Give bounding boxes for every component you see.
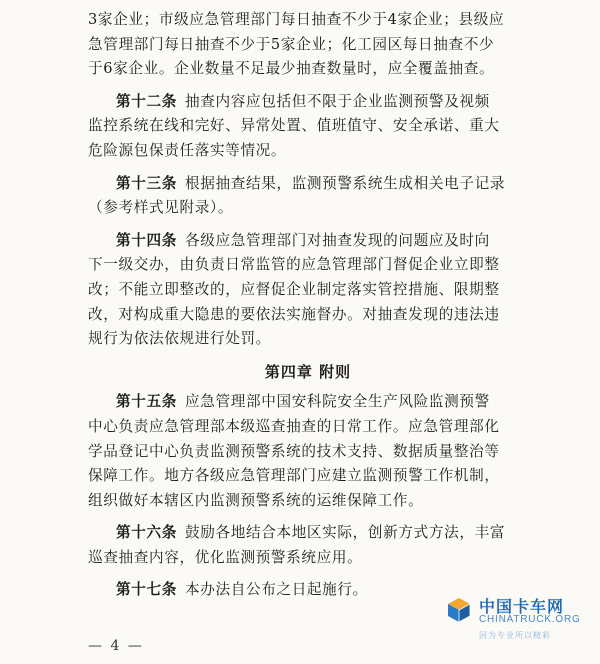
article-text: 各级应急管理部门对抽查发现的问题应及时向 [184, 231, 490, 249]
article-text: 鼓励各地结合本地区实际，创新方式方法，丰富 [184, 524, 506, 542]
text-line [88, 390, 528, 415]
text-line [88, 172, 528, 197]
article-13 [88, 172, 528, 221]
article-text: 应急管理部中国安科院安全生产风险监测预警 [184, 393, 490, 411]
text-line: 监控系统在线和完好、异常处置、值班值守、安全承诺、重大 [88, 117, 500, 135]
article-12 [88, 90, 528, 164]
page-number: — 4 — [88, 638, 144, 654]
article-text: 本办法自公布之日起施行。 [184, 581, 368, 599]
article-label: 第十四条 [116, 231, 177, 249]
text-line [88, 90, 528, 115]
text-line: 改，对构成重大隐患的要依法实施督办。对抽查发现的违法违 [88, 305, 500, 323]
text-line: 巡查抽查内容，优化监测预警系统应用。 [88, 548, 363, 566]
article-15 [88, 390, 528, 513]
watermark-domain: CHINATRUCK.ORG [479, 614, 581, 625]
text-line: （参考样式见附录）。 [88, 199, 234, 217]
article-label: 第十七条 [116, 581, 177, 599]
article-16 [88, 521, 528, 570]
text-line: 规行为依法依规进行处罚。 [88, 330, 271, 348]
text-line: 急管理部门每日抽查不少于5家企业；化工园区每日抽查不少 [88, 35, 495, 53]
watermark-slogan: 因为专业所以精彩 [479, 631, 551, 640]
article-label: 第十二条 [116, 92, 177, 110]
document-body [88, 8, 528, 611]
text-line: 下一级交办，由负责日常监管的应急管理部门督促企业立即整 [88, 256, 500, 274]
text-line [88, 229, 528, 254]
watermark [445, 592, 595, 652]
text-line: 于6家企业。企业数量不足最少抽查数量时，应全覆盖抽查。 [88, 60, 495, 78]
text-line: 改；不能立即整改的，应督促企业制定落实管控措施、限期整 [88, 280, 500, 298]
text-line: 学品登记中心负责监测预警系统的技术支持、数据质量整治等 [88, 442, 500, 460]
text-line: 中心负责应急管理部本级巡查抽查的日常工作。应急管理部化 [88, 417, 500, 435]
article-text: 抽查内容应包括但不限于企业监测预警及视频 [184, 92, 490, 110]
article-14 [88, 229, 528, 352]
cube-logo-icon [445, 596, 473, 624]
article-label: 第十六条 [116, 524, 177, 542]
chapter-heading: 第四章 附则 [264, 362, 352, 381]
article-label: 第十三条 [116, 174, 177, 192]
article-text: 根据抽查结果，监测预警系统生成相关电子记录 [184, 174, 506, 192]
text-line [88, 521, 528, 546]
text-line: 3家企业；市级应急管理部门每日抽查不少于4家企业；县级应 [88, 11, 505, 28]
text-line: 保障工作。地方各级应急管理部门应建立监测预警工作机制， [88, 467, 500, 485]
paragraph-continuation [88, 8, 528, 82]
text-line: 危险源包保责任落实等情况。 [88, 141, 287, 159]
text-line: 组织做好本辖区内监测预警系统的运维保障工作。 [88, 491, 424, 509]
article-label: 第十五条 [116, 393, 177, 411]
watermark-title: 中国卡车网 [479, 597, 565, 616]
